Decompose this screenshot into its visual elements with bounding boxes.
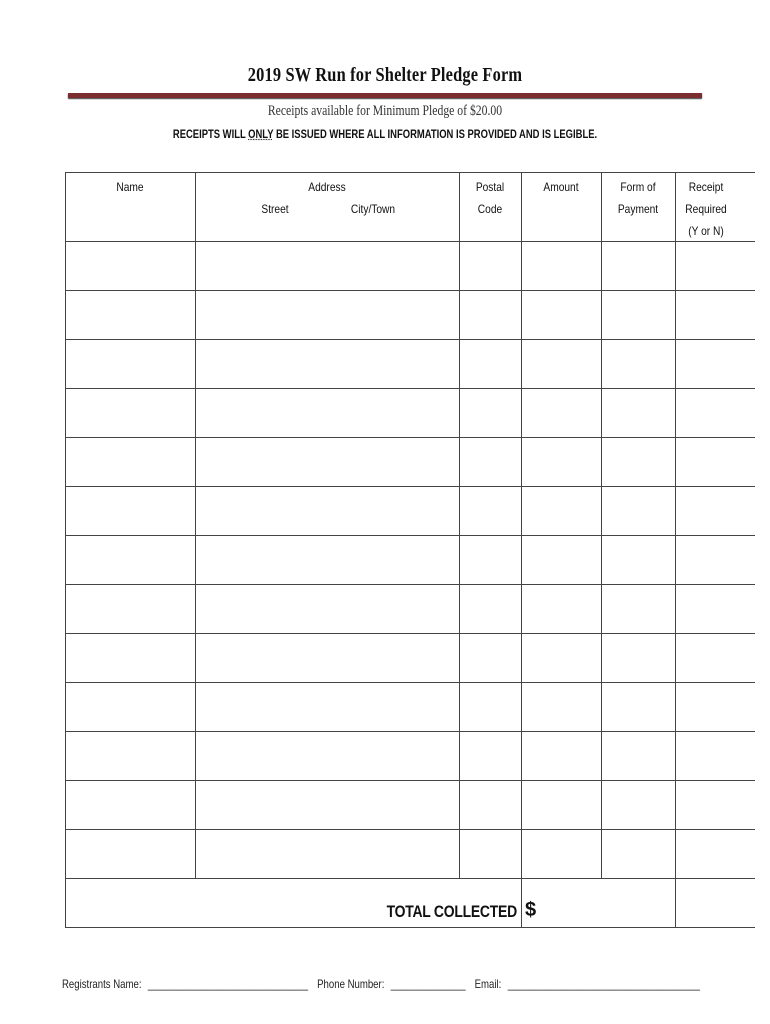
header-receipt-required <box>680 176 733 242</box>
header-address: Address <box>308 180 346 194</box>
col-divider-name <box>195 172 196 879</box>
table-bottom-border <box>65 927 755 928</box>
email-line[interactable]: ____________________________________ <box>507 977 700 991</box>
form-subtitle: Receipts available for Minimum Pledge of $20.00 <box>267 103 503 119</box>
registrant-name-label: Registrants Name: <box>62 977 142 991</box>
registrant-footer <box>62 977 706 991</box>
notice-text-end: BE ISSUED WHERE ALL INFORMATION IS PROVIDED AND IS LEGIBLE. <box>273 129 598 141</box>
receipt-notice <box>69 129 700 141</box>
row-divider <box>65 535 755 536</box>
form-title: 2019 SW Run for Shelter Pledge Form <box>247 64 523 86</box>
col-divider-postal <box>521 172 522 928</box>
header-bottom-border <box>65 241 755 242</box>
header-form-of-payment <box>607 176 670 220</box>
header-name: Name <box>116 180 144 194</box>
header-postal-code <box>464 176 517 220</box>
col-divider-payment <box>675 172 676 928</box>
header-city-town: City/Town <box>350 202 396 216</box>
header-amount: Amount <box>543 180 579 194</box>
row-divider <box>65 388 755 389</box>
notice-text-emphasis: ONLY <box>248 129 274 141</box>
row-divider <box>65 486 755 487</box>
total-collected-label: TOTAL COLLECTED <box>386 902 517 921</box>
table-left-border <box>65 172 66 928</box>
col-divider-amount <box>601 172 602 879</box>
row-divider <box>65 584 755 585</box>
row-divider <box>65 339 755 340</box>
phone-number-label: Phone Number: <box>317 977 385 991</box>
row-divider <box>65 633 755 634</box>
row-divider <box>65 780 755 781</box>
header-postal-line2: Code <box>477 202 503 216</box>
header-payment-line1: Form of <box>620 180 656 194</box>
email-label: Email: <box>474 977 502 991</box>
row-divider <box>65 682 755 683</box>
phone-number-line[interactable]: ______________ <box>390 977 466 991</box>
row-divider <box>65 437 755 438</box>
table-top-border <box>65 172 755 173</box>
header-postal-line1: Postal <box>475 180 505 194</box>
row-divider <box>65 829 755 830</box>
header-street: Street <box>261 202 289 216</box>
notice-text-start: RECEIPTS WILL <box>172 129 249 141</box>
title-divider <box>68 93 702 98</box>
total-currency-sign: $ <box>525 899 537 921</box>
header-payment-line2: Payment <box>617 202 659 216</box>
header-receipt-line3: (Y or N) <box>688 224 724 238</box>
registrant-name-line[interactable]: ______________________________ <box>147 977 309 991</box>
col-divider-address <box>459 172 460 879</box>
pledge-table <box>65 172 755 928</box>
total-row-top-border <box>65 878 755 879</box>
header-receipt-line2: Required <box>685 202 727 216</box>
row-divider <box>65 731 755 732</box>
header-receipt-line1: Receipt <box>688 180 724 194</box>
row-divider <box>65 290 755 291</box>
